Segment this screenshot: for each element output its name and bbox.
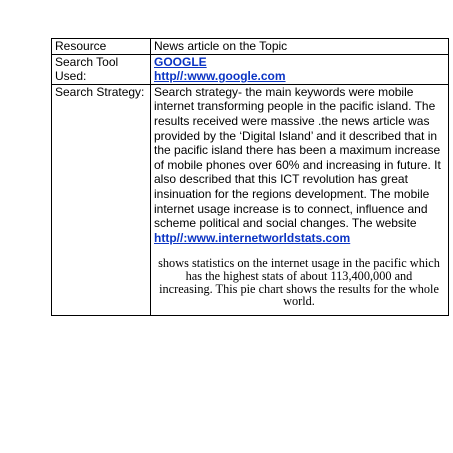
value-cell-resource: News article on the Topic <box>151 39 449 55</box>
strategy-text: Search strategy- the main keywords were mobile internet transforming people in the pacific island. The results received were massive .the news article was provided by the ‘Digital Island’ and it described that in the pacific island there has been a maximum increase of mobile phones over 60% and increasing in future. It also described that this ICT revolution has great insinuation for the regions development. The mobile internet usage increase is to connect, influence and scheme political and social changes. The website <box>154 84 441 231</box>
label-cell-search-strategy: Search Strategy: <box>52 84 151 315</box>
table-row-search-strategy <box>52 84 449 315</box>
value-cell-search-tool <box>151 54 449 84</box>
resource-table <box>51 38 449 316</box>
stats-description: shows statistics on the internet usage in the pacific which has the highest stats of about 113,400,000 and increasing. This pie chart shows the results for the whole world. <box>158 256 440 309</box>
label-cell-resource: Resource <box>52 39 151 55</box>
table-row-search-tool <box>52 54 449 84</box>
google-url-link[interactable]: http//:www.google.com <box>154 69 286 84</box>
internetworldstats-link[interactable]: http//:www.internetworldstats.com <box>154 230 351 245</box>
label-cell-search-tool: Search Tool Used: <box>52 54 151 84</box>
value-cell-search-strategy <box>151 84 449 315</box>
google-link[interactable]: GOOGLE <box>154 54 207 69</box>
table-row-resource <box>52 39 449 55</box>
